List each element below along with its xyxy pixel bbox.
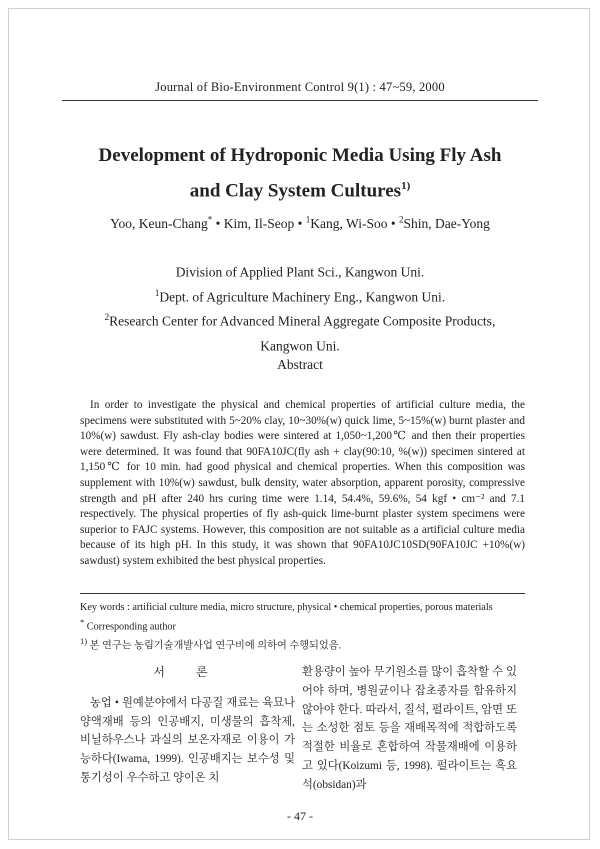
left-column <box>80 663 295 788</box>
author: $^2$Shin, Dae-Yong <box>398 214 490 231</box>
abstract-rule <box>80 593 525 594</box>
affiliation: Kangwon Uni. <box>260 338 340 353</box>
author-list <box>0 214 600 232</box>
paper-title <box>40 141 560 206</box>
title-line-2-text: and Clay System Cultures <box>189 180 402 202</box>
funding-note: $^{1)}$ 본 연구는 농림기술개발사업 연구비에 의하여 수행되었음. <box>80 636 342 652</box>
corresponding-note: * Corresponding author <box>80 617 176 633</box>
affiliation: $^2$Research Center for Advanced Mineral Aggregate Composite Products, <box>104 312 496 329</box>
title-line-1: Development of Hydroponic Media Using Fly Ash <box>98 145 502 166</box>
right-column <box>302 663 517 795</box>
keywords: Key words : artificial culture media, micro structure, physical • chemical properties, porous materials <box>80 602 493 613</box>
left-column-text: 농업 • 원예분야에서 다공질 재료는 육묘나 양액재배 등의 인공배지, 미생물의 흡착제, 비닐하우스나 과실의 보온자재로 이용이 가능하다(Iwama, 1999). 인공배지는 보수성 및 통기성이 우수하고 양이온 치 <box>80 696 295 784</box>
author: Yoo, Keun-Chang* • <box>110 214 224 231</box>
header-rule <box>62 100 538 101</box>
page-number: - 47 - <box>287 809 313 823</box>
abstract-paragraph: In order to investigate the physical and chemical properties of artificial culture media, the specimens were substituted with 5~20% clay, 10~30%(w) quick lime, 5~15%(w) burnt plaster and 10%(w) sawdust. Fly ash-clay bodies were sintered at 1,050~1,200℃ and then their properties were determined. It was found that 90FA10JC(fly ash + clay(90:10, %(w)) specimen sintered at 1,150℃ for 10 min. had good physical and chemical properties. When this composition was supplement with 10%(w) sawdust, bulk density, water absorption, apparent porosity, compressive strength and pH after 240 hrs curing time were 1.14, 54.4%, 59.6%, 54 kgf • cm⁻² and 7.1 respectively. The physical properties of fly ash-quick lime-burnt plaster system specimens were superior to FAJC systems. However, this composition are not suitable as a artificial culture media because of its high pH. In this study, it was shown that 90FA10JC10SD(90FA10JC +10%(w) sawdust) system exhibited the best physical properties. <box>80 399 525 567</box>
abstract-body <box>80 398 525 570</box>
abstract-heading: Abstract <box>277 357 323 372</box>
author: $^1$Kang, Wi-Soo • <box>305 214 399 231</box>
title-line-2 <box>40 171 560 206</box>
right-column-text: 환용량이 높아 무기원소를 많이 흡착할 수 있어야 하며, 병원균이나 잡초종자를 함유하지 않아야 한다. 따라서, 질석, 펄라이트, 암면 또는 소성한 점토 등을 재배목적에 적합하도록 적절한 비율로 혼합하여 작물재배에 이용하고 있다(Koizumi 등, 1998). 펄라이트는 흑요석(obsidan)과 <box>302 666 517 791</box>
affiliation: Division of Applied Plant Sci., Kangwon Uni. <box>175 264 425 280</box>
author: Kim, Il-Seop • <box>223 215 306 231</box>
title-footnote-mark: 1) <box>401 180 411 192</box>
section-heading: 서 론 <box>153 665 222 679</box>
journal-header: Journal of Bio-Environment Control 9(1) : 47~59, 2000 <box>155 80 445 94</box>
affiliation: $^1$Dept. of Agriculture Machinery Eng., Kangwon Uni. <box>154 287 446 304</box>
footnotes <box>80 600 525 654</box>
affiliations <box>0 258 600 356</box>
